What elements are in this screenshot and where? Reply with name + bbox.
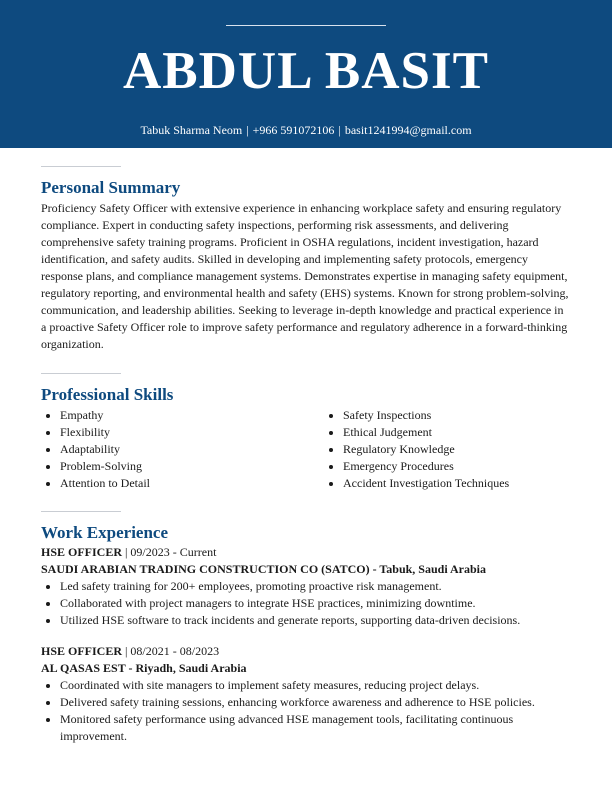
contact-separator: | (338, 123, 341, 137)
job-bullet: Delivered safety training sessions, enhancing workforce awareness and adherence to HSE policies. (41, 694, 571, 711)
job-dates: | 09/2023 - Current (125, 545, 217, 559)
job-bullets (41, 578, 571, 629)
skills-list (41, 407, 571, 492)
candidate-name: ABDUL BASIT (123, 42, 489, 100)
section-divider (41, 511, 121, 512)
email-link[interactable]: basit1241994@gmail.com (344, 123, 472, 137)
contact-separator: | (246, 123, 249, 137)
job-bullet: Utilized HSE software to track incidents and generate reports, supporting data-driven decisions. (41, 612, 571, 629)
job-title: HSE OFFICER (41, 545, 123, 559)
header-divider (226, 25, 386, 26)
skills-column-left (41, 407, 324, 492)
job-title: HSE OFFICER (41, 644, 123, 658)
resume-body (41, 148, 571, 745)
section-divider (41, 166, 121, 167)
contact-line (0, 122, 612, 138)
skill-item: Accident Investigation Techniques (324, 475, 571, 492)
phone-text: +966 591072106 (252, 123, 335, 137)
skill-item: Flexibility (41, 424, 324, 441)
summary-heading: Personal Summary (41, 178, 181, 197)
job-bullet: Led safety training for 200+ employees, promoting proactive risk management. (41, 578, 571, 595)
job-dates: | 08/2021 - 08/2023 (125, 644, 220, 658)
job-bullet: Monitored safety performance using advanced HSE management tools, facilitating continuous improvement. (41, 711, 571, 745)
skill-item: Adaptability (41, 441, 324, 458)
job-role-line (41, 643, 571, 660)
job-bullet: Collaborated with project managers to integrate HSE practices, minimizing downtime. (41, 595, 571, 612)
job-entry (41, 643, 571, 745)
skill-item: Ethical Judgement (324, 424, 571, 441)
skills-heading: Professional Skills (41, 385, 174, 404)
job-entry (41, 544, 571, 629)
job-role-line (41, 544, 571, 561)
location-text: Tabuk Sharma Neom (140, 123, 243, 137)
experience-heading: Work Experience (41, 523, 169, 542)
skill-item: Regulatory Knowledge (324, 441, 571, 458)
job-company: SAUDI ARABIAN TRADING CONSTRUCTION CO (SATCO) - Tabuk, Saudi Arabia (41, 562, 486, 576)
job-company: AL QASAS EST - Riyadh, Saudi Arabia (41, 661, 247, 675)
job-bullet: Coordinated with site managers to implement safety measures, reducing project delays. (41, 677, 571, 694)
skill-item: Attention to Detail (41, 475, 324, 492)
skills-column-right (324, 407, 571, 492)
section-divider (41, 373, 121, 374)
job-bullets (41, 677, 571, 745)
skill-item: Emergency Procedures (324, 458, 571, 475)
resume-header (0, 0, 612, 148)
skill-item: Problem-Solving (41, 458, 324, 475)
summary-text: Proficiency Safety Officer with extensive experience in enhancing workplace safety and ensuring regulatory compliance. Expert in conducting safety inspections, performing risk assessments, and delivering comprehensive safety training programs. Proficient in OSHA regulations, incident investigation, hazard identification, and safety audits. Skilled in developing and implementing safety protocols, emergency response plans, and compliance management systems. Demonstrates expertise in managing safety equipment, regulatory reporting, and environmental health and safety (EHS) systems. Known for strong problem-solving, communication, and leadership abilities. Seeking to leverage in-depth knowledge and practical experience in a proactive Safety Officer role to improve safety performance and regulatory adherence in a forward-thinking organization. (41, 201, 569, 351)
skill-item: Empathy (41, 407, 324, 424)
skill-item: Safety Inspections (324, 407, 571, 424)
